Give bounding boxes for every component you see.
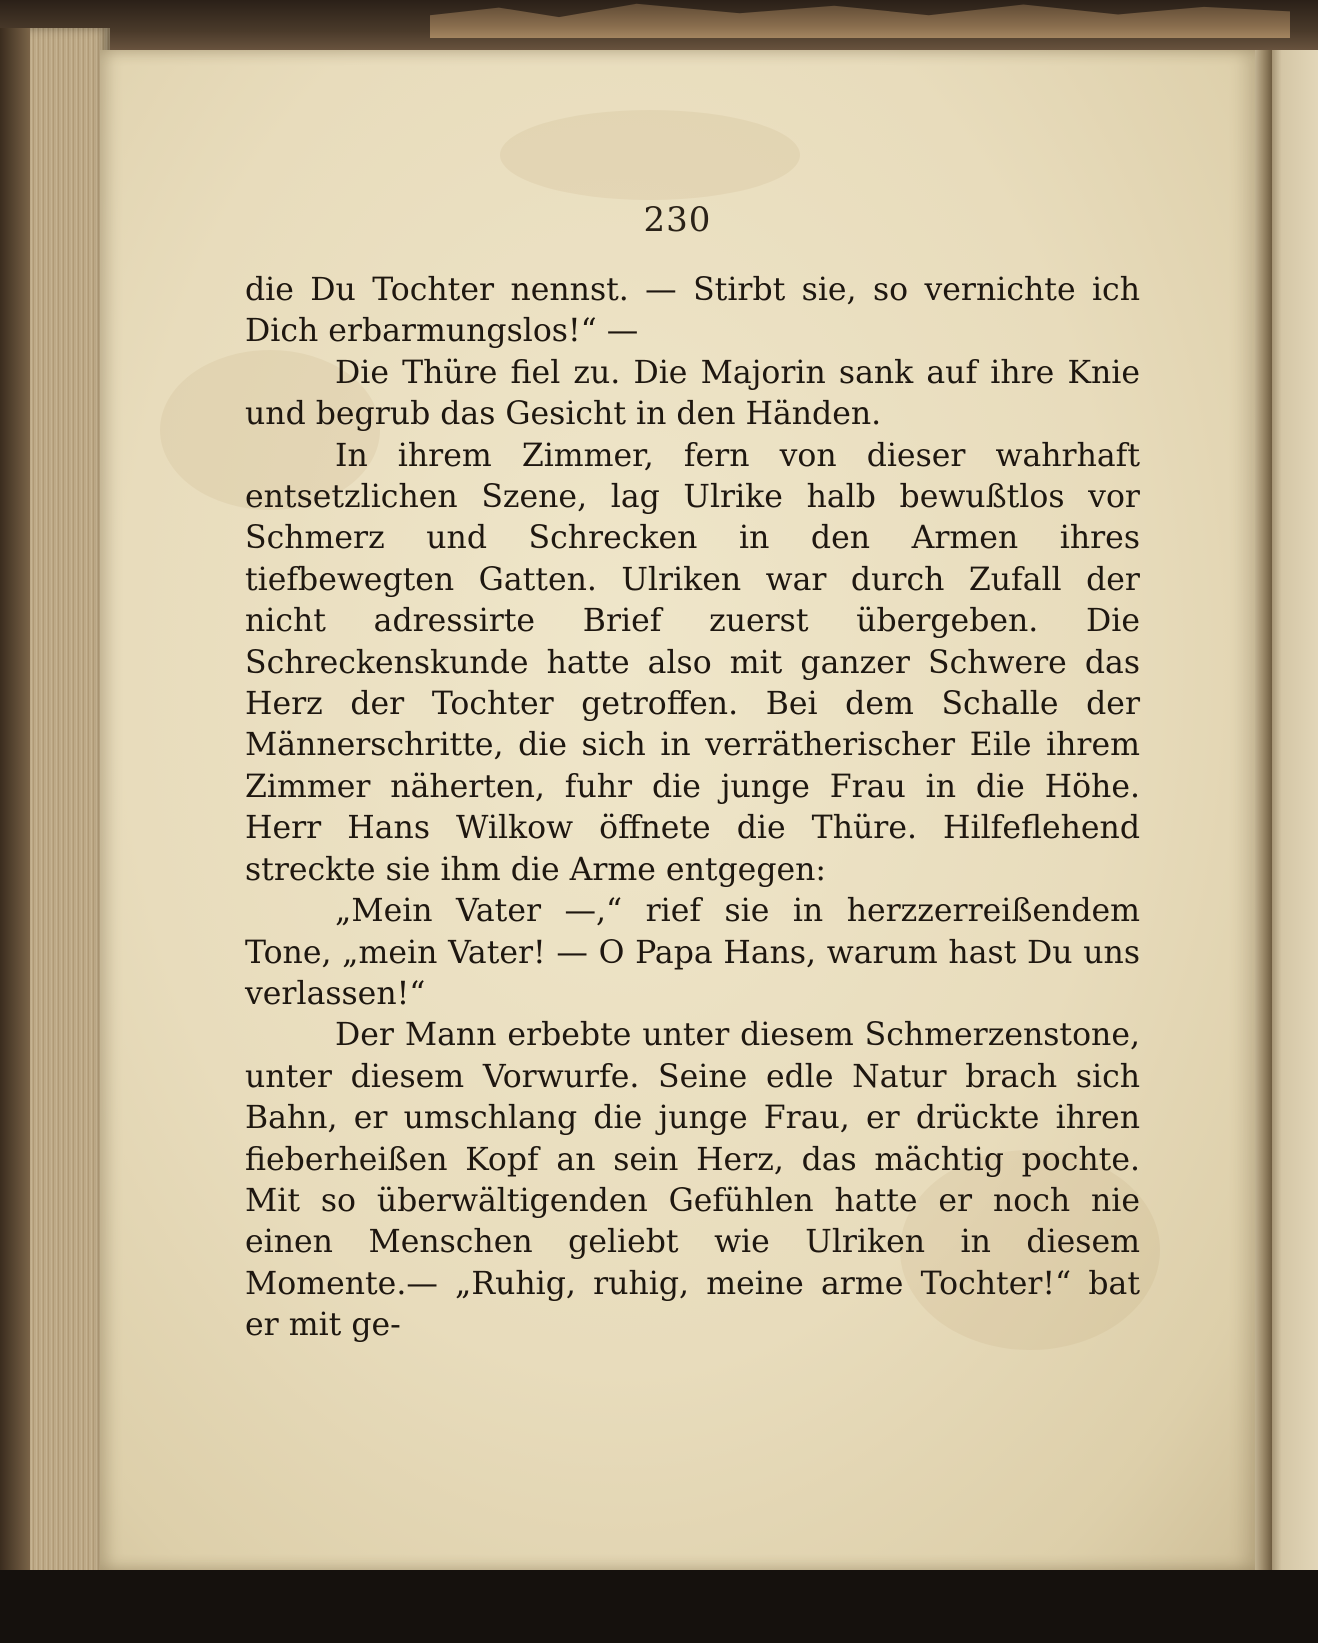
book-page: [100, 50, 1255, 1570]
paragraph: „Mein Vater —,“ rief sie in herzzerreißendem Tone, „mein Vater! — O Papa Hans, warum hast Du uns verlassen!“: [245, 893, 1140, 1012]
book-cover-edge: [0, 28, 30, 1588]
facing-page-edge: [1266, 50, 1318, 1570]
body-text: [245, 270, 1140, 1347]
book-bottom-edge: [0, 1570, 1318, 1643]
paragraph: die Du Tochter nennst. — Stirbt sie, so vernichte ich Dich erbarmungslos!“ —: [245, 272, 1140, 350]
paragraph: In ihrem Zimmer, fern von dieser wahrhaft entsetzlichen Szene, lag Ulrike halb bewußtlos vor Schmerz und Schrecken in den Armen ihres tiefbewegten Gatten. Ulriken war durch Zufall der nicht adressirte Brief zuerst übergeben. Die Schreckenskunde hatte also mit ganzer Schwere das Herz der Tochter getroffen. Bei dem Schalle der Männerschritte, die sich in verrätherischer Eile ihrem Zimmer näherten, fuhr die junge Frau in die Höhe. Herr Hans Wilkow öffnete die Thüre. Hilfeflehend streckte sie ihm die Arme entgegen:: [245, 437, 1140, 888]
paragraph: Der Mann erbebte unter diesem Schmerzenstone, unter diesem Vorwurfe. Seine edle Natur brach sich Bahn, er umschlang die junge Frau, er drückte ihren fieberheißen Kopf an sein Herz, das mächtig pochte. Mit so überwältigenden Gefühlen hatte er noch nie einen Menschen geliebt wie Ulriken in diesem Momente.— „Ruhig, ruhig, meine arme Tochter!“ bat er mit ge-: [245, 1017, 1140, 1344]
paper-stain: [500, 110, 800, 200]
page-number: 230: [643, 200, 712, 240]
paragraph: Die Thüre fiel zu. Die Majorin sank auf ihre Knie und begrub das Gesicht in den Händen.: [245, 354, 1140, 433]
